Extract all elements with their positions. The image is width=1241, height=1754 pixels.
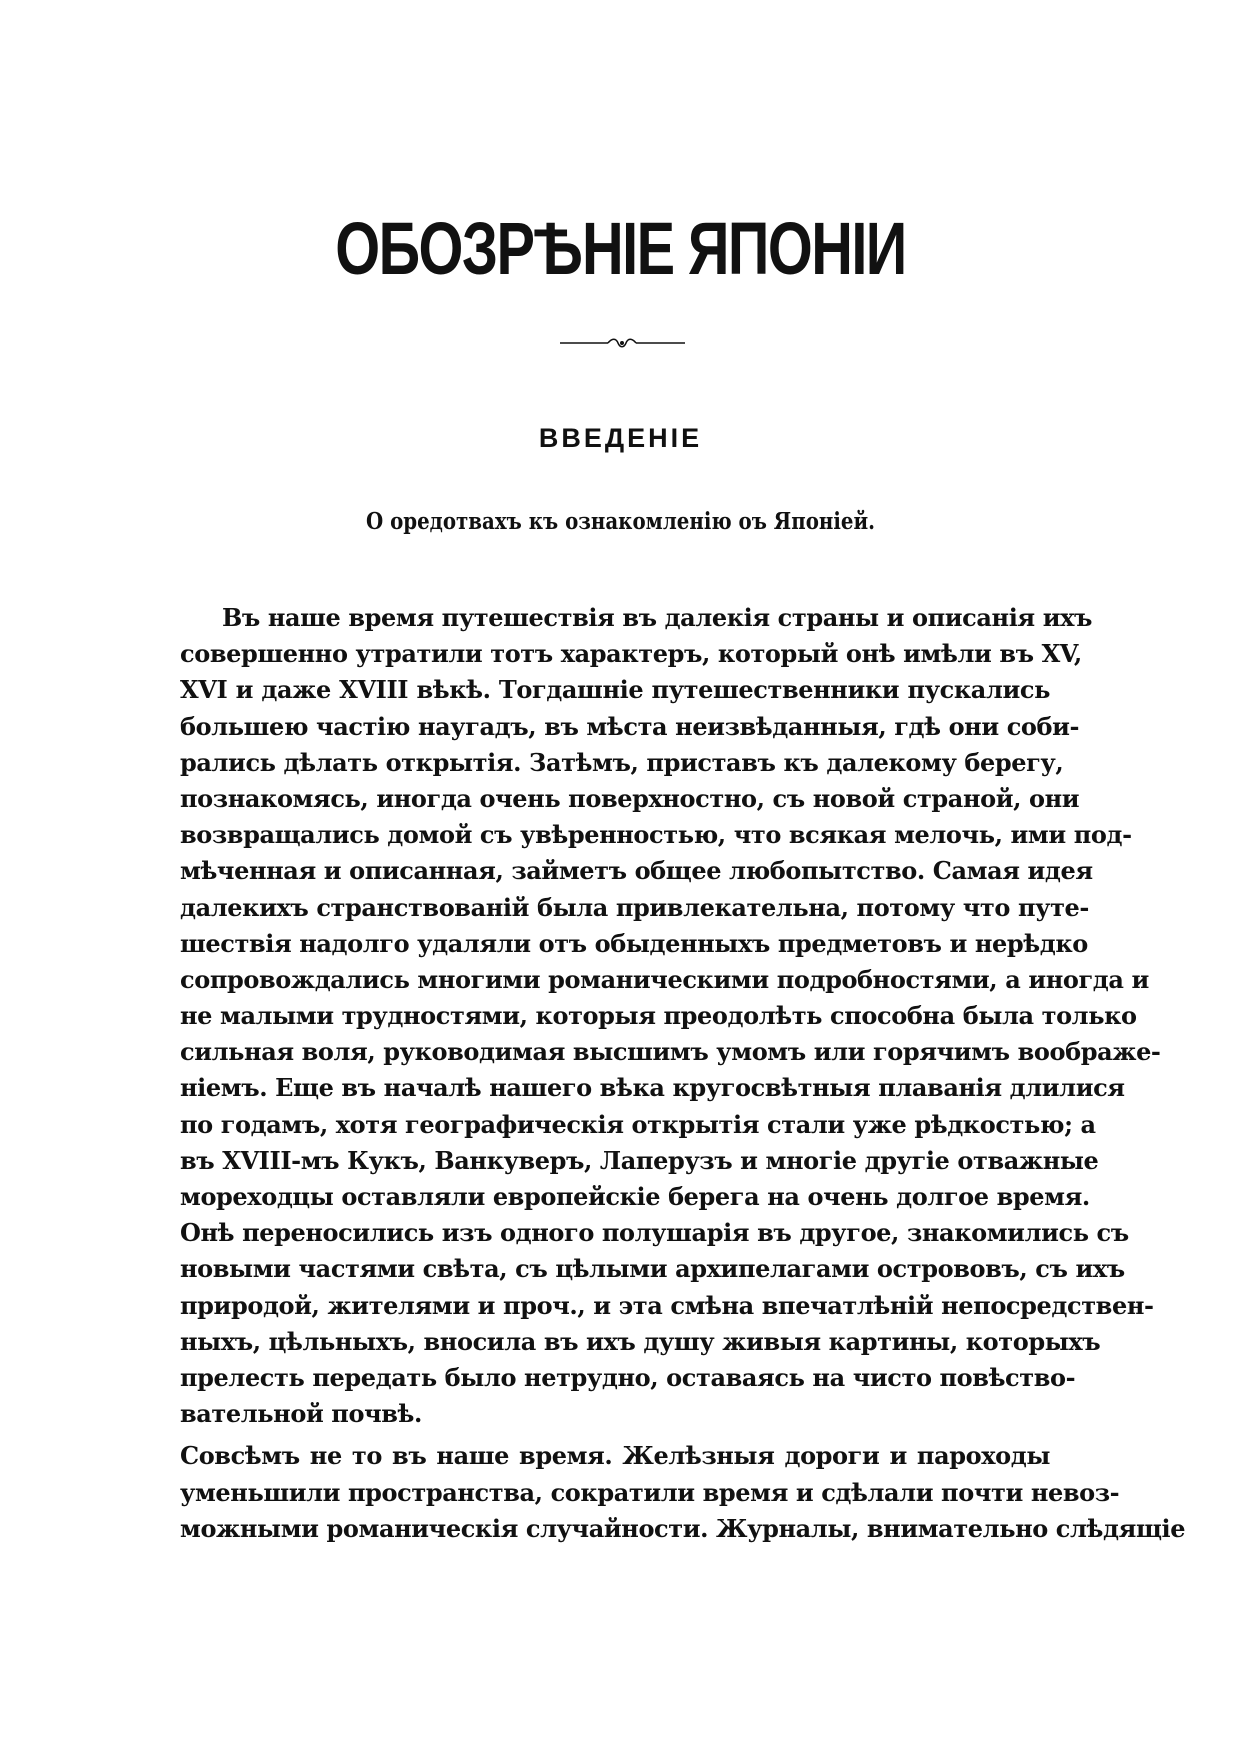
text-line: прелесть передать было нетрудно, оставаясь на чисто повѣство- bbox=[180, 1362, 1076, 1392]
text-line: сопровождались многими романическими подробностями, а иногда и bbox=[180, 964, 1149, 994]
text-line: ніемъ. Еще въ началѣ нашего вѣка кругосвѣтныя плаванія длилися bbox=[180, 1073, 1125, 1103]
text-line: новыми частями свѣта, съ цѣлыми архипелагами острововъ, съ ихъ bbox=[180, 1254, 1125, 1284]
text-line: мореходцы оставляли европейскіе берега на очень долгое время. bbox=[180, 1182, 1090, 1211]
text-line: не малыми трудностями, которыя преодолѣть способна была только bbox=[180, 1001, 1137, 1031]
text-line: большею частію наугадъ, въ мѣста неизвѣданныя, гдѣ они соби- bbox=[180, 711, 1080, 741]
text-line: рались дѣлать открытія. Затѣмъ, приставъ къ далекому берегу, bbox=[180, 747, 1064, 777]
body-text bbox=[180, 600, 1186, 1547]
section-subheading: О оредотвахъ къ ознакомленію оъ Японіей. bbox=[365, 508, 876, 535]
text-line: мѣченная и описанная, займетъ общее любопытство. Самая идея bbox=[180, 856, 1093, 886]
text-line: Въ наше время путешествія въ далекія страны и описанія ихъ bbox=[222, 603, 1093, 632]
text-line: XVI и даже XVIII вѣкѣ. Тогдашніе путешественники пускались bbox=[180, 675, 1050, 705]
text-line: вательной почвѣ. bbox=[180, 1399, 422, 1429]
paragraph bbox=[180, 600, 1161, 1432]
text-line: Совсѣмъ не то въ наше время. Желѣзныя дороги и пароходы bbox=[180, 1441, 1050, 1471]
text-line: сильная воля, руководимая высшимъ умомъ или горячимъ воображе- bbox=[180, 1037, 1161, 1067]
text-line: шествія надолго удаляли отъ обыденныхъ предметовъ и нерѣдко bbox=[180, 928, 1088, 958]
text-line: по годамъ, хотя географическія открытія стали уже рѣдкостью; а bbox=[180, 1109, 1096, 1139]
text-line: уменьшили пространства, сократили время и сдѣлали почти невоз- bbox=[180, 1477, 1120, 1507]
text-line: возвращались домой съ увѣренностью, что всякая мелочь, ими под- bbox=[180, 820, 1132, 850]
text-line: ныхъ, цѣльныхъ, вносила въ ихъ душу живыя картины, которыхъ bbox=[180, 1326, 1101, 1356]
page-title: ОБОЗРѢНІЕ ЯПОНІИ bbox=[335, 207, 906, 290]
text-line: природой, жителями и проч., и эта смѣна впечатлѣній непосредствен- bbox=[180, 1290, 1154, 1320]
paragraph bbox=[180, 1438, 1186, 1547]
text-line: Онѣ переносились изъ одного полушарія въ другое, знакомились съ bbox=[180, 1218, 1129, 1248]
text-line: далекихъ странствованій была привлекательна, потому что путе- bbox=[180, 892, 1089, 922]
text-line: совершенно утратили тотъ характеръ, который онѣ имѣли въ XV, bbox=[180, 639, 1082, 669]
text-line: въ XVIII-мъ Кукъ, Ванкуверъ, Лаперузъ и многіе другіе отважные bbox=[180, 1145, 1099, 1175]
ornament-divider-icon bbox=[560, 336, 685, 350]
section-heading: ВВЕДЕНІЕ bbox=[538, 423, 703, 453]
text-line: можными романическія случайности. Журналы, внимательно слѣдящіе bbox=[180, 1513, 1186, 1543]
text-line: познакомясь, иногда очень поверхностно, съ новой страной, они bbox=[180, 783, 1080, 813]
